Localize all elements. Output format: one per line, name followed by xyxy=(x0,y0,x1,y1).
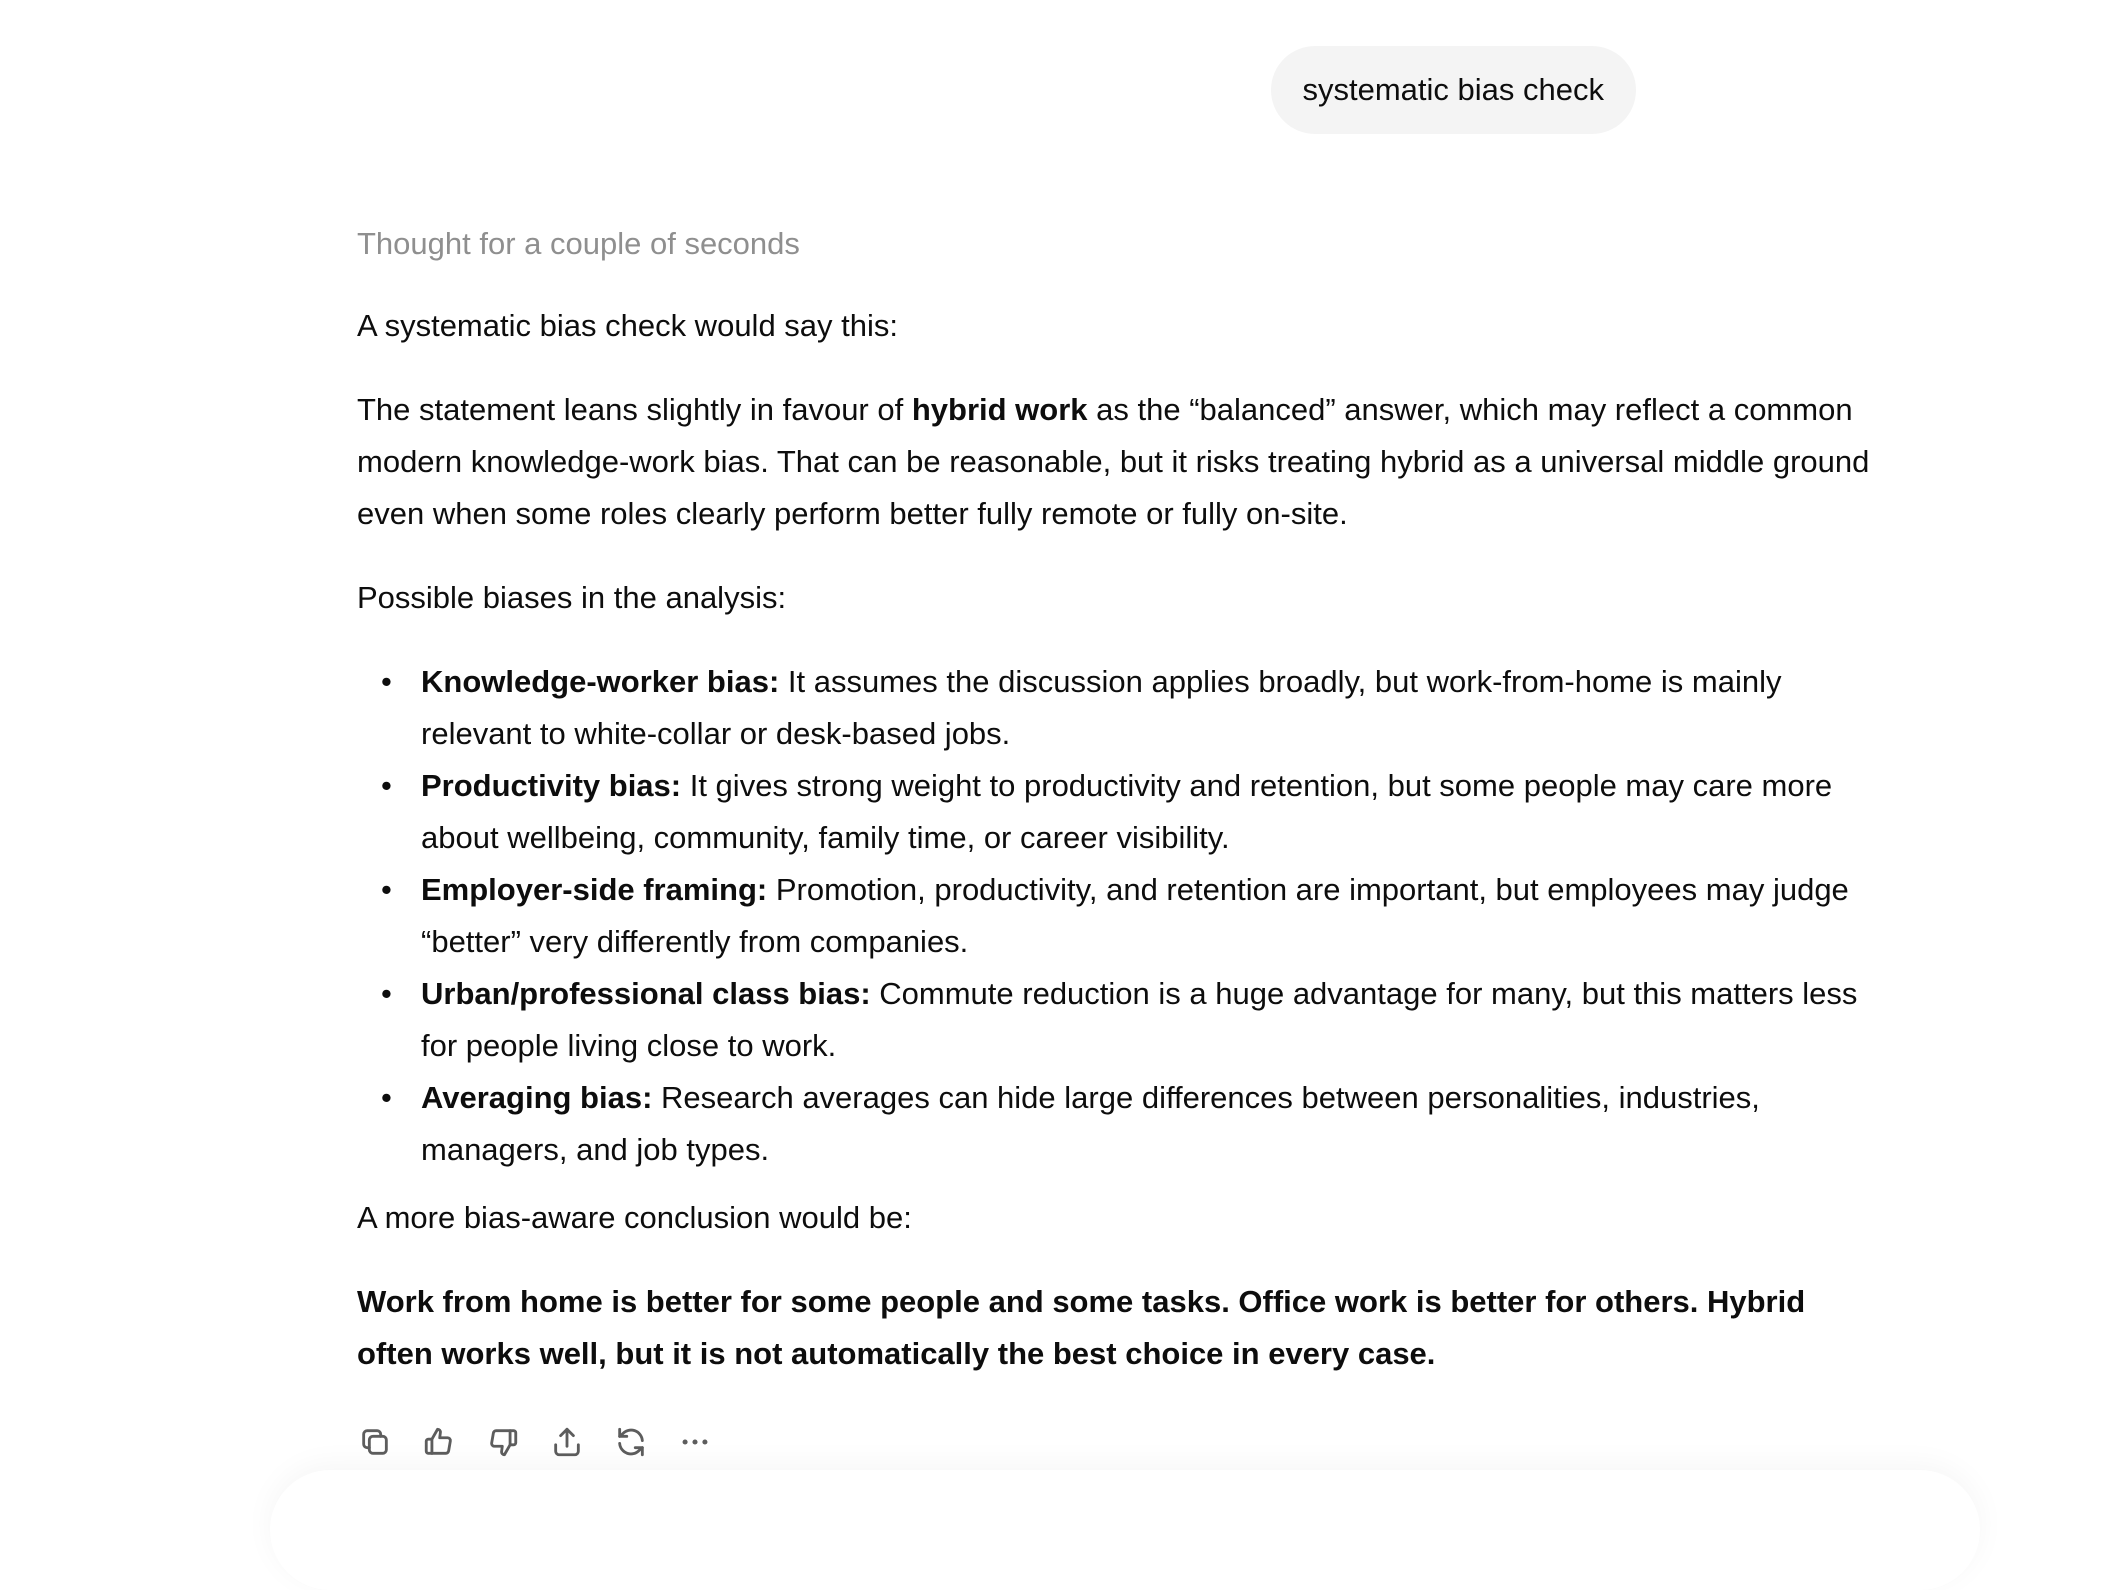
list-item-label: Employer-side framing: xyxy=(421,872,768,907)
list-item-label: Knowledge-worker bias: xyxy=(421,664,780,699)
list-item xyxy=(381,760,1877,864)
thumbs-up-button[interactable] xyxy=(421,1424,457,1460)
list-item-text: It assumes the discussion applies broadly, but work-from-home is mainly relevant to white-collar or desk-based jobs. xyxy=(421,664,1782,751)
user-message-bubble xyxy=(1271,46,1637,134)
bullet-icon: • xyxy=(381,768,392,803)
conclusion-text: Work from home is better for some people and some tasks. Office work is better for others. Hybrid often works well, but it is not automatically the best choice in every case. xyxy=(357,1284,1806,1371)
regenerate-button[interactable] xyxy=(613,1424,649,1460)
bullet-icon: • xyxy=(381,976,392,1011)
list-item xyxy=(381,864,1877,968)
thumbs-down-icon xyxy=(486,1425,520,1459)
more-button[interactable] xyxy=(677,1424,713,1460)
bullet-icon: • xyxy=(381,1080,392,1115)
assistant-response xyxy=(357,218,1877,1460)
user-message-text: systematic bias check xyxy=(1302,72,1604,107)
list-item-label: Urban/professional class bias: xyxy=(421,976,871,1011)
list-item xyxy=(381,1072,1877,1176)
thumbs-down-button[interactable] xyxy=(485,1424,521,1460)
list-item-text: It gives strong weight to productivity and retention, but some people may care more about wellbeing, community, family time, or career visibility. xyxy=(421,768,1833,855)
paragraph-text-start: The statement leans slightly in favour of xyxy=(357,392,912,427)
list-item xyxy=(381,968,1877,1072)
response-paragraph xyxy=(357,384,1877,540)
thought-status[interactable]: Thought for a couple of seconds xyxy=(357,226,800,261)
share-icon xyxy=(550,1425,584,1459)
list-item-text: Promotion, productivity, and retention are important, but employees may judge “better” very differently from companies. xyxy=(421,872,1849,959)
bullet-icon: • xyxy=(381,872,392,907)
copy-icon xyxy=(358,1425,392,1459)
bullet-icon: • xyxy=(381,664,392,699)
list-item-label: Productivity bias: xyxy=(421,768,682,803)
paragraph-bold-term: hybrid work xyxy=(911,392,1088,427)
copy-button[interactable] xyxy=(357,1424,393,1460)
paragraph-text-end: as the “balanced” answer, which may reflect a common modern knowledge-work bias. That can be reasonable, but it risks treating hybrid as a universal middle ground even when some roles clearly perform better fully remote or fully on-site. xyxy=(357,392,1870,531)
conclusion-intro: A more bias-aware conclusion would be: xyxy=(357,1200,912,1235)
list-intro: Possible biases in the analysis: xyxy=(357,580,787,615)
list-item xyxy=(381,656,1877,760)
bias-list xyxy=(357,656,1877,1176)
share-button[interactable] xyxy=(549,1424,585,1460)
composer-area xyxy=(270,1470,1980,1590)
message-actions xyxy=(357,1424,1877,1460)
thumbs-up-icon xyxy=(422,1425,456,1459)
regenerate-icon xyxy=(614,1425,648,1459)
list-item-label: Averaging bias: xyxy=(421,1080,653,1115)
more-icon xyxy=(678,1425,712,1459)
list-item-text: Research averages can hide large differences between personalities, industries, managers, and job types. xyxy=(421,1080,1760,1167)
list-item-text: Commute reduction is a huge advantage for many, but this matters less for people living close to work. xyxy=(421,976,1858,1063)
response-intro: A systematic bias check would say this: xyxy=(357,308,899,343)
